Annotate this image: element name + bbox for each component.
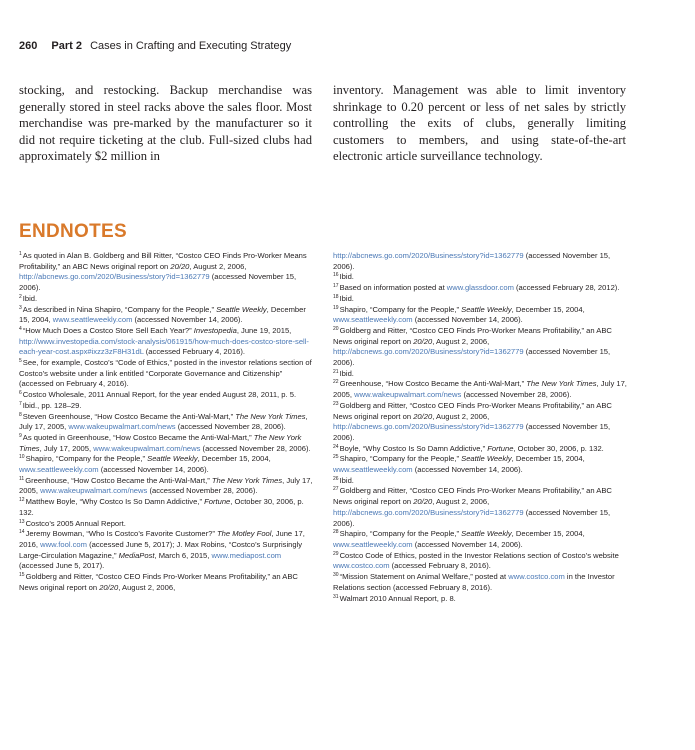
endnote-number: 2	[19, 293, 22, 300]
endnote-text: Goldberg and Ritter, “Costco CEO Finds Pro-Worker Means Profitability,” an ABC News original report on	[333, 486, 612, 507]
endnotes-left-column	[19, 251, 313, 594]
endnote-link[interactable]: www.wakeupwalmart.com/news	[354, 390, 462, 400]
endnote-text: Steven Greenhouse, “How Costco Became the Anti-Wal-Mart,”	[22, 411, 236, 421]
endnote-text: (accessed November 28, 2006).	[175, 422, 286, 432]
endnote-number: 3	[19, 304, 22, 311]
endnote-number: 6	[19, 390, 22, 397]
page-number: 260	[19, 40, 38, 52]
endnote-text: , August 2, 2006,	[189, 261, 247, 271]
endnote-text: , March 6, 2015,	[154, 550, 212, 560]
endnote-link[interactable]: http://abcnews.go.com/2020/Business/story?id=1362779	[19, 272, 210, 282]
endnote-text: Ibid.	[339, 293, 354, 303]
endnote	[19, 572, 313, 593]
endnote-text: Shapiro, “Company for the People,”	[339, 454, 462, 464]
endnote-text: Ibid., pp. 128–29.	[22, 400, 82, 410]
endnote-text: Ibid.	[339, 272, 354, 282]
endnote-number: 18	[333, 293, 339, 300]
endnote	[333, 476, 627, 487]
endnote-link[interactable]: http://abcnews.go.com/2020/Business/story?id=1362779	[333, 422, 524, 432]
endnote-number: 29	[333, 550, 339, 557]
endnote-number: 21	[333, 368, 339, 375]
endnote-text: (accessed June 5, 2017); J. Max Robins, “Costco’s Surprisingly Large-Circulation Magazine,”	[19, 539, 303, 560]
endnote	[333, 551, 627, 572]
endnote-text: , July 17, 2005,	[19, 475, 313, 496]
endnote	[19, 412, 313, 433]
endnote-link[interactable]: www.wakeupwalmart.com/news	[68, 422, 176, 432]
endnote-italic: The New York Times	[235, 411, 306, 421]
endnote	[333, 454, 627, 475]
endnote-text: , December 15, 2004,	[197, 454, 271, 464]
endnote-number: 17	[333, 283, 339, 290]
endnote	[333, 379, 627, 400]
endnote-number: 4	[19, 325, 22, 332]
endnote-text: (accessed November 14, 2006).	[98, 465, 209, 475]
endnote-text: , August 2, 2006,	[432, 411, 490, 421]
endnote-text: (accessed November 14, 2006).	[412, 539, 523, 549]
endnote	[333, 251, 627, 272]
endnote-text: “How Much Does a Costco Store Sell Each Year?”	[22, 325, 194, 335]
endnote-number: 28	[333, 529, 339, 536]
endnote	[19, 476, 313, 497]
endnote-text: , June 17, 2016,	[19, 529, 305, 549]
endnote-link[interactable]: www.seattleweekly.com	[333, 315, 413, 325]
endnote-text: , December 15, 2004,	[19, 304, 306, 325]
endnote-text: Based on information posted at	[339, 283, 447, 293]
endnote-link[interactable]: http://abcnews.go.com/2020/Business/story?id=1362779	[333, 347, 524, 357]
endnote-text: Goldberg and Ritter, “Costco CEO Finds Pro-Worker Means Profitability,” an ABC News original report on	[333, 400, 612, 421]
endnote-italic: Seattle Weekly	[147, 454, 198, 464]
endnote-italic: 20/20	[413, 497, 433, 507]
endnote-italic: The New York Times	[526, 379, 597, 389]
endnote-italic: Seattle Weekly	[216, 304, 267, 314]
endnote-number: 12	[19, 497, 25, 504]
endnote	[333, 283, 627, 294]
endnote-text: Shapiro, “Company for the People,”	[339, 304, 462, 314]
endnote-text: Costco Wholesale, 2011 Annual Report, for the year ended August 28, 2011, p. 5.	[22, 390, 297, 400]
endnote	[333, 326, 627, 369]
endnote-text: Walmart 2010 Annual Report, p. 8.	[339, 593, 456, 603]
endnote-number: 11	[19, 475, 25, 482]
endnote-text: (accessed November 14, 2006).	[412, 465, 523, 475]
endnote-italic: Seattle Weekly	[461, 304, 512, 314]
body-text-left: stocking, and restocking. Backup merchandise was generally stored in steel racks above the sales floor. Most merchandise was pre-marked by the manufacturer so it did not require ticketing at the club. Full-sized clubs had approximately $2 million in	[19, 83, 312, 163]
endnote-number: 20	[333, 325, 339, 332]
endnote-number: 27	[333, 486, 339, 493]
endnote-text: (accessed February 8, 2016).	[389, 561, 491, 571]
endnote-text: (accessed November 14, 2006).	[132, 315, 243, 325]
endnote-text: Jeremy Bowman, “Who Is Costco’s Favorite Customer?”	[25, 529, 218, 539]
endnote-number: 5	[19, 358, 22, 365]
endnote-link[interactable]: www.wakeupwalmart.com/news	[93, 443, 201, 453]
endnote-italic: Seattle Weekly	[461, 529, 512, 539]
running-head	[19, 40, 291, 52]
endnote-link[interactable]: www.costco.com	[508, 572, 565, 582]
endnote-text: “Mission Statement on Animal Welfare,” posted at	[339, 572, 509, 582]
endnote-text: , August 2, 2006,	[432, 497, 490, 507]
endnote-text: Greenhouse, “How Costco Became the Anti-Wal-Mart,”	[25, 475, 212, 485]
endnote-link[interactable]: www.seattleweekly.com	[19, 465, 99, 475]
endnote-text: (accessed February 28, 2012).	[513, 283, 620, 293]
endnote-text: Greenhouse, “How Costco Became the Anti-Wal-Mart,”	[339, 379, 527, 389]
endnote-number: 7	[19, 400, 22, 407]
endnote-italic: The Motley Fool	[217, 529, 272, 539]
endnote-italic: 20/20	[99, 582, 119, 592]
endnote-text: (accessed November 15, 2006).	[333, 422, 611, 442]
endnote-number: 22	[333, 379, 339, 386]
endnotes-right-column	[333, 251, 627, 604]
endnote	[19, 294, 313, 305]
endnote	[333, 444, 627, 455]
endnote-text: , July 17, 2005,	[39, 443, 94, 453]
running-title: Cases in Crafting and Executing Strategy	[90, 40, 292, 52]
endnote-italic: Fortune	[487, 443, 514, 453]
endnote	[333, 272, 627, 283]
endnote-italic: Seattle Weekly	[461, 454, 512, 464]
endnote-italic: 20/20	[413, 411, 433, 421]
endnote-text: As quoted in Greenhouse, “How Costco Became the Anti-Wal-Mart,”	[22, 432, 254, 442]
endnote-link[interactable]: www.seattleweekly.com	[333, 465, 413, 475]
part-label: Part 2	[51, 40, 82, 52]
endnote-text: (accessed November 15, 2006).	[333, 507, 611, 528]
endnote	[333, 486, 627, 529]
endnote-link[interactable]: www.mediapost.com	[211, 550, 282, 560]
endnote-text: As quoted in Alan B. Goldberg and Bill Ritter, “Costco CEO Finds Pro-Worker Means Profitability,” an ABC News original report on	[19, 251, 307, 271]
endnote-text: in the Investor Relations section (accessed February 8, 2016).	[333, 572, 615, 592]
endnote-text: (accessed November 14, 2006).	[412, 315, 523, 325]
endnote-text: (accessed November 15, 2006).	[333, 347, 611, 368]
endnote-link[interactable]: www.costco.com	[333, 561, 390, 571]
endnote-italic: 20/20	[413, 336, 433, 346]
endnote	[19, 326, 313, 358]
endnote-text: Goldberg and Ritter, “Costco CEO Finds Pro-Worker Means Profitability,” an ABC News original report on	[333, 325, 612, 346]
endnote-italic: Fortune	[204, 497, 231, 507]
endnote-text: Boyle, “Why Costco Is So Damn Addictive,”	[339, 443, 488, 453]
endnote-text: (accessed November 28, 2006).	[200, 443, 311, 453]
body-text-right: inventory. Management was able to limit inventory shrinkage to 0.20 percent or less of net sales by strictly controlling the exits of clubs, generally limiting customers to members, and using state-of-the-art electronic article surveillance technology.	[333, 83, 626, 163]
endnote-text: (accessed November 28, 2006).	[461, 390, 572, 400]
endnote-text: , July 17, 2005,	[19, 411, 308, 432]
endnotes-heading: ENDNOTES	[19, 221, 127, 242]
endnote	[19, 433, 313, 454]
endnote	[19, 251, 313, 294]
endnote	[333, 594, 627, 605]
endnote-text: Costco Code of Ethics, posted in the Investor Relations section of Costco’s website	[339, 550, 619, 560]
endnote-italic: The New York Times	[211, 475, 283, 485]
endnote-text: , December 15, 2004,	[511, 304, 585, 314]
endnote-link[interactable]: www.seattleweekly.com	[52, 315, 133, 325]
endnote	[19, 358, 313, 390]
endnote	[333, 401, 627, 444]
endnote	[19, 454, 313, 475]
endnote-link[interactable]: http://abcnews.go.com/2020/Business/story?id=1362779	[333, 507, 524, 517]
endnote-number: 14	[19, 529, 25, 536]
endnote-number: 26	[333, 475, 339, 482]
endnote-text: Goldberg and Ritter, “Costco CEO Finds Pro-Worker Means Profitability,” an ABC News original report on	[19, 572, 298, 592]
endnote	[19, 401, 313, 412]
endnote-number: 23	[333, 400, 339, 407]
endnote	[333, 572, 627, 593]
endnote-text: Costco’s 2005 Annual Report.	[25, 518, 126, 528]
endnote-text: , December 15, 2004,	[511, 454, 585, 464]
endnote-text: Shapiro, “Company for the People,”	[25, 454, 148, 464]
endnote-number: 31	[333, 593, 339, 600]
endnote	[333, 369, 627, 380]
endnote-number: 16	[333, 272, 339, 279]
endnote-link[interactable]: www.fool.com	[40, 539, 87, 549]
endnote-text: , December 15, 2004,	[511, 529, 585, 539]
endnote-text: As described in Nina Shapiro, “Company for the People,”	[22, 304, 217, 314]
endnote	[19, 519, 313, 530]
endnote-text: (accessed November 28, 2006).	[147, 486, 258, 496]
endnote-text: See, for example, Costco’s “Code of Ethics,” posted in the investor relations section of Costco’s website under a link entitled “Corporate Governance and Citizenship” (accessed on February 4, 2016).	[19, 358, 312, 389]
endnote-text: Ibid.	[339, 368, 354, 378]
endnote-italic: Investopedia	[193, 325, 237, 335]
endnote-text: , August 2, 2006,	[118, 582, 176, 592]
endnote-link[interactable]: http://abcnews.go.com/2020/Business/story?id=1362779	[333, 251, 524, 260]
endnote-number: 24	[333, 443, 339, 450]
endnote-text: (accessed November 15, 2006).	[19, 272, 297, 293]
endnote	[333, 305, 627, 326]
endnote	[19, 390, 313, 401]
endnote	[333, 294, 627, 305]
endnote-number: 9	[19, 432, 22, 439]
endnote-text: , June 19, 2015,	[236, 325, 292, 335]
endnote-text: , October 30, 2006, p. 132.	[513, 443, 604, 453]
endnote-number: 15	[19, 572, 25, 579]
endnote	[19, 305, 313, 326]
endnote-text: , July 17, 2005,	[333, 379, 627, 400]
endnote	[19, 529, 313, 572]
endnote-number: 19	[333, 304, 339, 311]
endnote-text: Matthew Boyle, “Why Costco Is So Damn Addictive,”	[25, 497, 205, 507]
endnote-text: Ibid.	[339, 475, 354, 485]
endnote-number: 8	[19, 411, 22, 418]
endnote-text: (accessed February 4, 2016).	[143, 347, 245, 357]
endnote-text: , October 30, 2006, p. 132.	[19, 497, 304, 517]
endnote-text: (accessed November 15, 2006).	[333, 251, 611, 271]
endnote-number: 13	[19, 518, 25, 525]
endnote-number: 25	[333, 454, 339, 461]
endnote-number: 30	[333, 572, 339, 579]
endnote-italic: The New York Times	[19, 432, 302, 453]
endnote-link[interactable]: www.wakeupwalmart.com/news	[40, 486, 148, 496]
endnote-italic: MediaPost	[118, 550, 155, 560]
endnote-link[interactable]: www.seattleweekly.com	[333, 539, 413, 549]
endnote-link[interactable]: www.glassdoor.com	[446, 283, 514, 293]
endnote-text: Shapiro, “Company for the People,”	[339, 529, 462, 539]
endnote-text: Ibid.	[22, 293, 38, 303]
endnote	[19, 497, 313, 518]
endnote-italic: 20/20	[170, 261, 190, 271]
endnote-number: 10	[19, 454, 25, 461]
endnote-link[interactable]: http://www.investopedia.com/stock-analysis/061915/how-much-does-costco-store-sell-each-year-cost.aspx#ixzz3zF8H31dL	[19, 336, 309, 357]
endnote-text: (accessed June 5, 2017).	[19, 561, 105, 571]
endnote-number: 1	[19, 251, 22, 257]
endnote-text: , August 2, 2006,	[432, 336, 490, 346]
endnote	[333, 529, 627, 550]
